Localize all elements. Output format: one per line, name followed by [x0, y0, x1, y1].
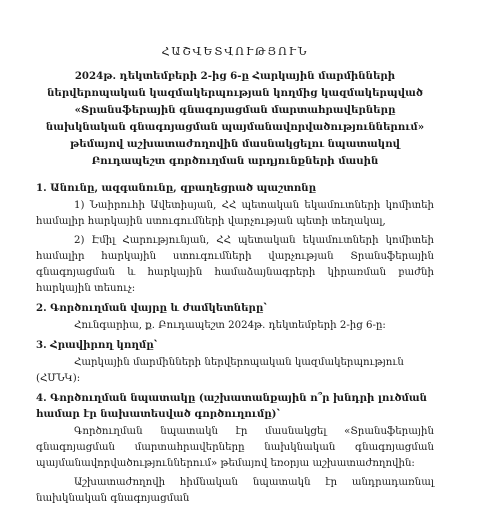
- section-2-heading: 2. Գործուղման վայրը և ժամկետները՝: [36, 302, 267, 314]
- section-3-heading: 3. Հրավիրող կողմը՝: [36, 339, 158, 351]
- section-4: [36, 390, 434, 507]
- section-1-heading: 1. Անունը, ազգանունը, զբաղեցրած պաշտոնը: [36, 182, 317, 194]
- section-4-heading: 4. Գործուղման նպատակը (աշխատանքային ո՞ր խնդրի լուծման համար էր նախատեսված գործուղումը)՝: [36, 392, 427, 420]
- section-4-paragraph-1: Գործուղման նպատակն էր մասնակցել «Տրանսֆերային գնագոյացման մարտահրավերները նախկնական գնագոյացման պայմանավորվածություններում» թեմայով եռօրյա աշխատաժողովին:: [36, 426, 434, 469]
- document-title: 2024թ. դեկտեմբերի 2-ից 6-ը Հարկային մարմինների ներվերոպական կազմակերպության կողմից կազմակերպված «Տրանսֆերային գնագոյացման մարտահրավերները նախկնական գնագոյացման պայմանավորվածություններում» թեմայով աշխատաժողովին մասնակցելու նպատակով Բուդապեշտ գործուղման արդյունքների մասին: [45, 70, 425, 167]
- section-2-paragraph-1: Հունգարիա, ք. Բուդապեշտ 2024թ. դեկտեմբերի 2-ից 6-ը:: [74, 320, 386, 331]
- section-3-paragraph-1: Հարկային մարմինների ներվերոպական կազմակերպություն (ՀՄՆԿ):: [36, 357, 404, 384]
- section-3: [36, 337, 434, 387]
- section-1-paragraph-1: 1) Նաիրուհի Ավետիսյան, ՀՀ պետական եկամուտների կոմիտեի համալիր հարկային ստուգումների վարչության պետի տեղակալ,: [36, 200, 434, 227]
- document-heading: ՀԱՇՎԵՏՎՈՒԹՅՈՒՆ: [161, 45, 309, 58]
- section-2: [36, 300, 434, 334]
- section-4-paragraph-2: Աշխատաժողովի հիմնական նպատակն էր անդրադառնալ նախկնական գնագոյացման: [36, 477, 434, 504]
- section-1: [36, 180, 434, 297]
- section-1-paragraph-2: 2) Էմիլ Հարությունյան, ՀՀ պետական եկամուտների կոմիտեի համալիր հարկային ստուգումների վարչության Տրանսֆերային գնագոյացման և հարկային համաձայնագրերի կիրառման բաժնի հարկային տեսուչ:: [36, 235, 434, 294]
